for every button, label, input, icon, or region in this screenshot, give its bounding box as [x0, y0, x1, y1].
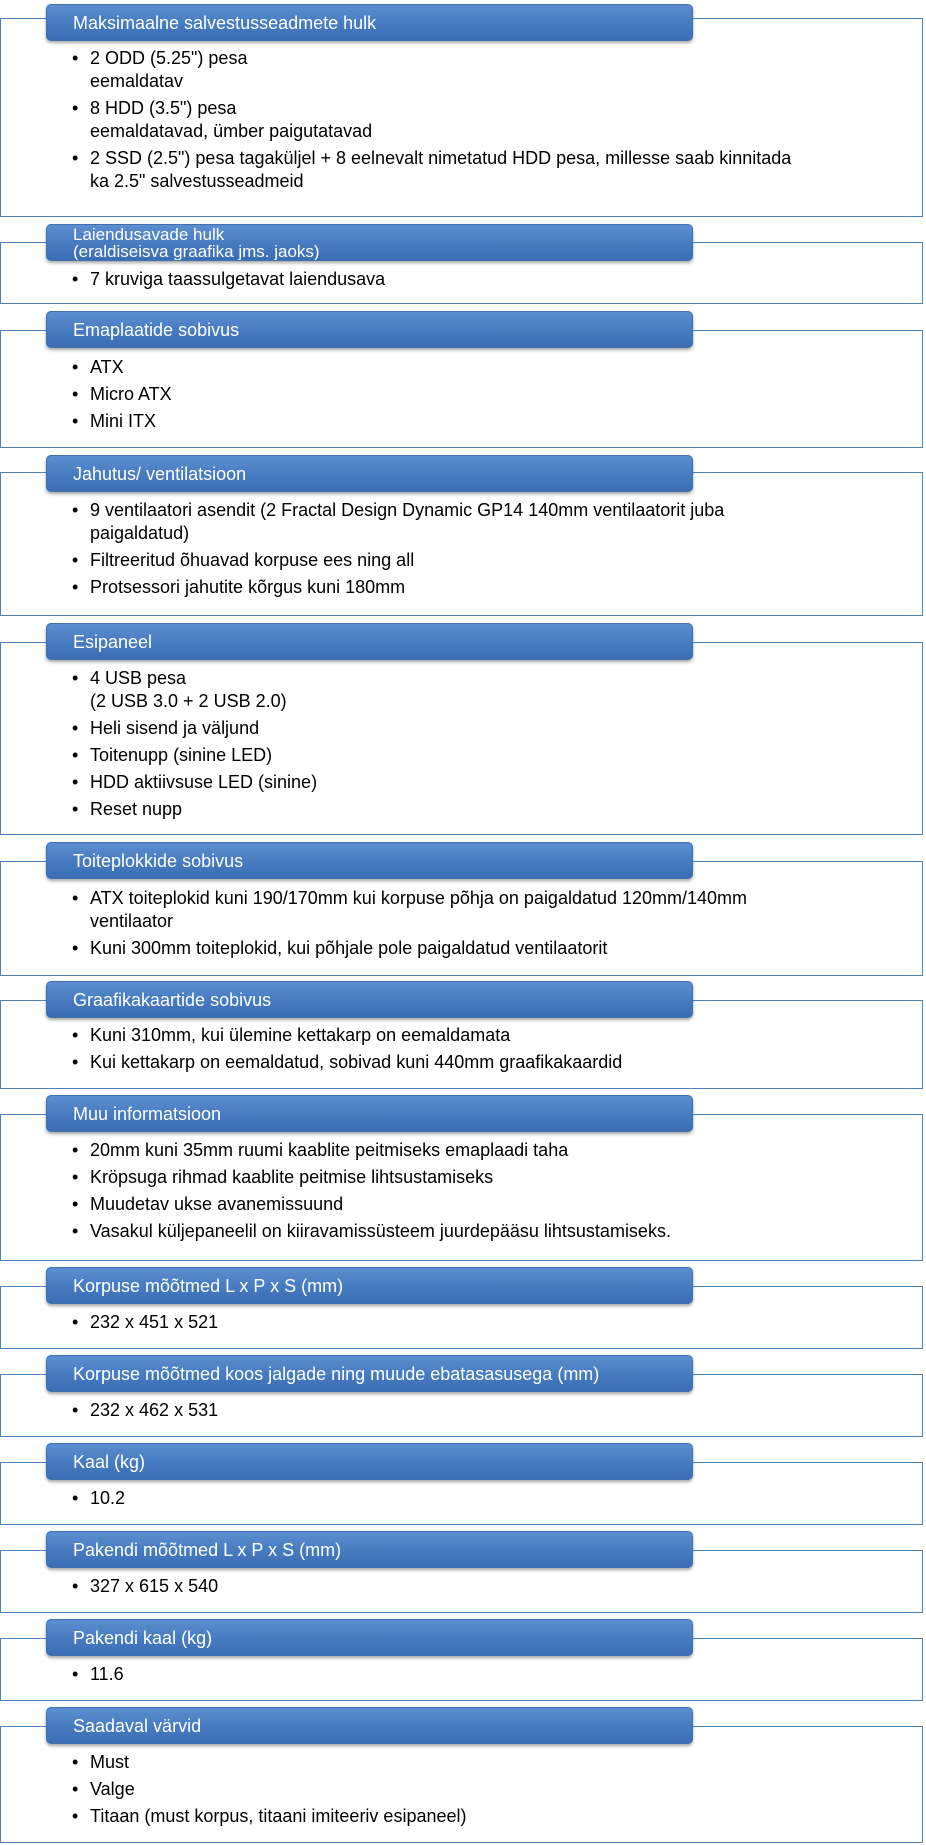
spec-item-text: Toitenupp (sinine LED): [90, 745, 273, 765]
spec-item: [72, 47, 852, 93]
spec-item: [72, 717, 852, 740]
spec-item-list: [72, 1487, 852, 1514]
spec-item-text: Heli sisend ja väljund: [90, 718, 260, 738]
bullet-icon: •: [72, 98, 79, 118]
spec-item: [72, 1311, 852, 1334]
spec-item: [72, 1487, 852, 1510]
spec-item: [72, 1751, 852, 1774]
spec-item: [72, 356, 852, 379]
bullet-icon: •: [72, 577, 79, 597]
spec-item-list: [72, 47, 852, 197]
bullet-icon: •: [72, 718, 79, 738]
bullet-icon: •: [72, 1576, 79, 1596]
bullet-icon: •: [72, 1400, 79, 1420]
spec-item: [72, 937, 852, 960]
spec-item-text: Reset nupp: [90, 799, 183, 819]
spec-item: [72, 1778, 852, 1801]
spec-item: [72, 1220, 852, 1243]
spec-item: [72, 576, 852, 599]
spec-section-title: Maksimaalne salvestusseadmete hulk: [46, 4, 693, 41]
spec-item: [72, 147, 852, 193]
spec-item-list: [72, 1311, 852, 1338]
spec-section-title: Korpuse mõõtmed L x P x S (mm): [46, 1267, 693, 1304]
bullet-icon: •: [72, 938, 79, 958]
bullet-icon: •: [72, 1488, 79, 1508]
spec-item-text: Kuni 300mm toiteplokid, kui põhjale pole paigaldatud ventilaatorit: [90, 938, 608, 958]
spec-item-text: 2 SSD (2.5") pesa tagaküljel + 8 eelnevalt nimetatud HDD pesa, millesse saab kinnitada ka 2.5" salvestusseadmeid: [90, 148, 792, 191]
bullet-icon: •: [72, 1194, 79, 1214]
spec-item-text: 11.6: [90, 1664, 124, 1684]
bullet-icon: •: [72, 357, 79, 377]
spec-section-title: Muu informatsioon: [46, 1095, 693, 1132]
spec-item: [72, 1193, 852, 1216]
spec-item-list: [72, 1751, 852, 1832]
bullet-icon: •: [72, 1806, 79, 1826]
bullet-icon: •: [72, 269, 79, 289]
bullet-icon: •: [72, 799, 79, 819]
spec-item-text: ATX toiteplokid kuni 190/170mm kui korpuse põhja on paigaldatud 120mm/140mm ventilaator: [90, 888, 748, 931]
spec-item-list: [72, 667, 852, 825]
spec-section-title: Saadaval värvid: [46, 1707, 693, 1744]
bullet-icon: •: [72, 550, 79, 570]
spec-item-text: Kröpsuga rihmad kaablite peitmise lihtsustamiseks: [90, 1167, 494, 1187]
spec-item-text: Muudetav ukse avanemissuund: [90, 1194, 344, 1214]
bullet-icon: •: [72, 148, 79, 168]
spec-item: [72, 499, 852, 545]
spec-section-title: Toiteplokkide sobivus: [46, 842, 693, 879]
spec-section-title: Kaal (kg): [46, 1443, 693, 1480]
spec-item-text: 7 kruviga taassulgetavat laiendusava: [90, 269, 386, 289]
bullet-icon: •: [72, 384, 79, 404]
spec-item-list: [72, 1663, 852, 1690]
spec-item-text: 327 x 615 x 540: [90, 1576, 219, 1596]
spec-item-list: [72, 268, 852, 295]
spec-item-text: Protsessori jahutite kõrgus kuni 180mm: [90, 577, 406, 597]
spec-item-text: Valge: [90, 1779, 135, 1799]
bullet-icon: •: [72, 1167, 79, 1187]
spec-item-text: 9 ventilaatori asendit (2 Fractal Design Dynamic GP14 140mm ventilaatorit juba paigaldatud): [90, 500, 725, 543]
spec-item-text: Micro ATX: [90, 384, 172, 404]
spec-item-text: HDD aktiivsuse LED (sinine): [90, 772, 318, 792]
spec-item-text: Vasakul küljepaneelil on kiiravamissüsteem juurdepääsu lihtsustamiseks.: [90, 1221, 671, 1241]
spec-item-list: [72, 356, 852, 437]
spec-section-title: Esipaneel: [46, 623, 693, 660]
spec-item-text: 232 x 451 x 521: [90, 1312, 219, 1332]
bullet-icon: •: [72, 500, 79, 520]
spec-item: [72, 1805, 852, 1828]
spec-item-text: Must: [90, 1752, 130, 1772]
bullet-icon: •: [72, 888, 79, 908]
spec-item-text: Titaan (must korpus, titaani imiteeriv esipaneel): [90, 1806, 467, 1826]
spec-item: [72, 410, 852, 433]
bullet-icon: •: [72, 1140, 79, 1160]
spec-item: [72, 887, 852, 933]
spec-section-title: Korpuse mõõtmed koos jalgade ning muude ebatasasusega (mm): [46, 1355, 693, 1392]
spec-section-title: Emaplaatide sobivus: [46, 311, 693, 348]
spec-item-text: 20mm kuni 35mm ruumi kaablite peitmiseks emaplaadi taha: [90, 1140, 569, 1160]
spec-item-list: [72, 1024, 852, 1078]
bullet-icon: •: [72, 1752, 79, 1772]
spec-section-title: Graafikakaartide sobivus: [46, 981, 693, 1018]
spec-item: [72, 268, 852, 291]
spec-item: [72, 667, 852, 713]
bullet-icon: •: [72, 1221, 79, 1241]
spec-section-title: Laiendusavade hulk (eraldiseisva graafika jms. jaoks): [46, 224, 693, 261]
spec-item-list: [72, 1139, 852, 1247]
spec-item-list: [72, 1575, 852, 1602]
spec-section-title: Pakendi kaal (kg): [46, 1619, 693, 1656]
spec-item: [72, 1051, 852, 1074]
spec-item-text: 2 ODD (5.25") pesa eemaldatav: [90, 48, 248, 91]
spec-item: [72, 383, 852, 406]
spec-item: [72, 1575, 852, 1598]
bullet-icon: •: [72, 1025, 79, 1045]
spec-item-list: [72, 887, 852, 964]
spec-item-text: Filtreeritud õhuavad korpuse ees ning all: [90, 550, 415, 570]
bullet-icon: •: [72, 411, 79, 431]
bullet-icon: •: [72, 668, 79, 688]
spec-item: [72, 771, 852, 794]
bullet-icon: •: [72, 1052, 79, 1072]
spec-item: [72, 549, 852, 572]
spec-item: [72, 798, 852, 821]
spec-item-text: 232 x 462 x 531: [90, 1400, 219, 1420]
spec-item-text: 4 USB pesa (2 USB 3.0 + 2 USB 2.0): [90, 668, 287, 711]
spec-item: [72, 97, 852, 143]
spec-item: [72, 1166, 852, 1189]
spec-item: [72, 1139, 852, 1162]
spec-item-text: Kui kettakarp on eemaldatud, sobivad kuni 440mm graafikakaardid: [90, 1052, 623, 1072]
spec-item-text: 10.2: [90, 1488, 126, 1508]
spec-item-text: Kuni 310mm, kui ülemine kettakarp on eemaldamata: [90, 1025, 511, 1045]
bullet-icon: •: [72, 1312, 79, 1332]
spec-section-title: Pakendi mõõtmed L x P x S (mm): [46, 1531, 693, 1568]
spec-item-text: Mini ITX: [90, 411, 157, 431]
bullet-icon: •: [72, 772, 79, 792]
bullet-icon: •: [72, 1779, 79, 1799]
bullet-icon: •: [72, 1664, 79, 1684]
spec-item: [72, 744, 852, 767]
spec-item: [72, 1024, 852, 1047]
spec-section-title: Jahutus/ ventilatsioon: [46, 455, 693, 492]
spec-item-list: [72, 499, 852, 603]
spec-item-text: 8 HDD (3.5") pesa eemaldatavad, ümber paigutatavad: [90, 98, 373, 141]
spec-item-text: ATX: [90, 357, 124, 377]
spec-item: [72, 1663, 852, 1686]
spec-item-list: [72, 1399, 852, 1426]
bullet-icon: •: [72, 745, 79, 765]
spec-item: [72, 1399, 852, 1422]
bullet-icon: •: [72, 48, 79, 68]
